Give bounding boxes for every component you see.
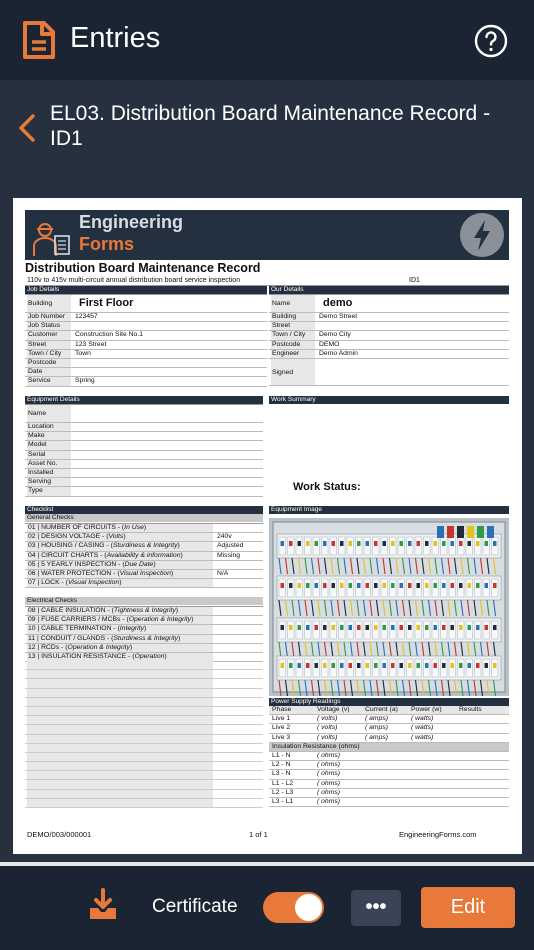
blank-row	[25, 661, 263, 670]
checklist-number: 13	[28, 652, 36, 660]
record-title: EL03. Distribution Board Maintenance Record - ID1	[50, 102, 491, 150]
equipment-details-grid	[25, 404, 263, 497]
separator: )	[178, 634, 181, 642]
checklist-hint: Visual Inspection	[119, 569, 171, 577]
separator: )	[129, 643, 133, 651]
our-row-label: Building	[271, 313, 315, 321]
our-row-value: DEMO	[319, 340, 340, 348]
electrical-checks-heading: Electrical Checks	[25, 597, 263, 605]
equipment-row-label: Installed	[27, 469, 71, 477]
checklist-hint: Operation & Integrity	[128, 616, 192, 624]
checklist-question	[27, 644, 213, 652]
checklist-number: 01	[28, 524, 36, 531]
separator: - (	[59, 643, 68, 651]
insulation-label: L2 - N	[272, 761, 291, 769]
edit-button[interactable]: Edit	[421, 887, 515, 928]
blank-cell	[27, 679, 213, 687]
separator: - (	[104, 542, 113, 550]
our-details-heading: Our Details	[269, 286, 509, 294]
document-id: ID1	[409, 277, 420, 284]
our-row-label: Postcode	[271, 341, 315, 349]
checklist-question	[27, 524, 213, 532]
separator: )	[143, 625, 147, 633]
our-row-label: Engineer	[271, 350, 315, 358]
job-building-value: First Floor	[79, 297, 134, 309]
insulation-heading: Insulation Resistance (ohms)	[272, 742, 360, 750]
checklist-hint: Operation & Integrity	[67, 643, 130, 651]
checklist-number: 05	[28, 560, 36, 568]
checklist-item-name: WATER PROTECTION	[41, 569, 112, 577]
job-row-label: Date	[27, 368, 71, 376]
separator: - (	[105, 607, 114, 614]
checklist-row	[25, 625, 263, 634]
blank-row	[25, 771, 263, 780]
toggle-knob	[295, 894, 322, 921]
blank-row	[25, 670, 263, 679]
checklist-row	[25, 635, 263, 644]
brand-engineering: Engineering	[79, 212, 184, 232]
checklist-answer: Adjusted	[217, 542, 244, 550]
col-phase: Phase	[272, 706, 292, 713]
blank-row	[25, 716, 263, 725]
power-watts: ( watts)	[411, 724, 434, 732]
col-voltage: Voltage (v)	[317, 706, 350, 713]
insulation-label: L2 - L3	[272, 788, 294, 796]
equipment-image-heading: Equipment Image	[269, 506, 509, 514]
job-row-value: Town	[75, 349, 91, 357]
brand-forms: Forms	[79, 234, 135, 254]
insulation-label: L3 - L1	[272, 797, 294, 805]
separator: - (	[126, 652, 135, 660]
separator: |	[35, 560, 42, 568]
power-volts: ( volts)	[317, 715, 338, 723]
checklist-blank-rows	[25, 661, 263, 808]
separator: |	[35, 634, 41, 642]
separator: |	[35, 652, 42, 660]
help-icon[interactable]	[474, 24, 508, 58]
document-preview[interactable]	[13, 198, 522, 854]
checklist-question	[27, 625, 213, 633]
checklist-heading: Checklist	[25, 506, 263, 514]
separator: |	[35, 524, 42, 531]
blank-cell	[27, 771, 213, 779]
power-supply-heading: Power Supply Readings	[269, 698, 509, 706]
checklist-number: 08	[28, 607, 36, 614]
checklist-hint: In Use	[124, 524, 144, 531]
signed-label: Signed	[271, 359, 315, 385]
blank-cell	[27, 790, 213, 798]
separator: )	[177, 542, 180, 550]
footer-reference: DEMO/003/000001	[27, 830, 92, 839]
checklist-item-name: INSULATION RESISTANCE	[41, 652, 127, 660]
checklist-item-name: HOUSING / CASING	[41, 542, 105, 550]
checklist-question	[27, 542, 213, 550]
checklist-question	[27, 579, 213, 587]
our-row-value: Demo City	[319, 331, 351, 339]
job-row-value: 123457	[75, 313, 98, 320]
insulation-value: ( ohms)	[317, 779, 341, 787]
certificate-toggle[interactable]	[263, 892, 324, 923]
power-row	[269, 715, 509, 724]
blank-row	[25, 780, 263, 789]
our-details-grid	[269, 294, 509, 386]
our-row-label: Town / City	[271, 331, 315, 339]
equipment-row-label: Name	[27, 405, 71, 422]
blank-cell	[27, 716, 213, 724]
checklist-question	[27, 561, 213, 569]
power-header-row	[269, 706, 509, 715]
checklist-row	[25, 524, 263, 533]
checklist-number: 06	[28, 569, 36, 577]
equipment-details-heading: Equipment Details	[25, 396, 263, 404]
separator: - (	[120, 616, 129, 624]
insulation-label: L3 - N	[272, 770, 291, 778]
blank-cell	[27, 661, 213, 669]
checklist-answer: N/A	[217, 569, 229, 577]
page-title: Entries	[70, 22, 161, 54]
download-icon[interactable]	[88, 888, 118, 922]
blank-cell	[27, 780, 213, 788]
checklist-number: 09	[28, 616, 36, 624]
checklist-row	[25, 552, 263, 561]
checklist-number: 02	[28, 533, 36, 541]
col-power: Power (w)	[411, 706, 442, 713]
checklist-item-name: NUMBER OF CIRCUITS	[41, 524, 116, 531]
checklist-item-name: CIRCUIT CHARTS	[41, 551, 99, 559]
power-row	[269, 724, 509, 733]
separator: |	[35, 533, 42, 541]
checklist-number: 07	[28, 579, 36, 587]
insulation-value: ( ohms)	[317, 751, 341, 759]
blank-row	[25, 679, 263, 688]
document-icon[interactable]	[20, 20, 58, 60]
separator: |	[35, 569, 42, 577]
checklist-number: 12	[28, 643, 36, 651]
checklist-question	[27, 570, 213, 578]
blank-cell	[27, 707, 213, 715]
separator: - (	[100, 533, 109, 541]
separator: |	[35, 551, 42, 559]
job-details-grid	[25, 294, 267, 387]
checklist-item-name: CONDUIT / GLANDS	[40, 634, 106, 642]
equipment-row-label: Model	[27, 441, 71, 449]
top-bar	[0, 0, 534, 80]
power-watts: ( watts)	[411, 733, 434, 741]
power-phase: Live 2	[272, 724, 291, 732]
insulation-label: L1 - N	[272, 751, 291, 759]
checklist-item-name: RCDs	[41, 643, 60, 651]
document-subtitle: 110v to 415v multi-circuit annual distribution board service inspection	[27, 277, 241, 284]
equipment-row-label: Serial	[27, 451, 71, 459]
blank-cell	[27, 762, 213, 770]
checklist-row	[25, 616, 263, 625]
insulation-value: ( ohms)	[317, 797, 341, 805]
job-row-label: Customer	[27, 331, 71, 339]
job-building-label: Building	[27, 295, 71, 312]
checklist-row	[25, 570, 263, 579]
job-row-value: 123 Street	[75, 340, 107, 348]
checklist-answer: 240v	[217, 533, 232, 541]
checklist-hint: Tightness & Integrity	[113, 607, 176, 614]
checklist-item-name: 5 YEARLY INSPECTION	[41, 560, 117, 568]
job-row-label: Service	[27, 377, 71, 385]
lightning-bolt-icon	[459, 212, 505, 258]
blank-row	[25, 689, 263, 698]
blank-row	[25, 753, 263, 762]
checklist-question	[27, 653, 213, 661]
separator: )	[180, 551, 183, 559]
checklist-hint: Visual Inspection	[67, 579, 120, 587]
power-amps: ( amps)	[365, 715, 389, 723]
separator: |	[35, 579, 42, 587]
power-phase: Live 1	[272, 715, 291, 723]
checklist-question	[27, 533, 213, 541]
checklist-item-name: LOCK	[41, 579, 60, 587]
blank-cell	[27, 744, 213, 752]
blank-cell	[27, 689, 213, 697]
checklist-question	[27, 616, 213, 624]
checklist-number: 04	[28, 551, 36, 559]
separator: - (	[116, 560, 125, 568]
blank-row	[25, 744, 263, 753]
blank-cell	[27, 799, 213, 807]
blank-row	[25, 698, 263, 707]
blank-row	[25, 735, 263, 744]
separator: - (	[115, 524, 125, 531]
col-results: Results	[459, 706, 482, 713]
separator: )	[170, 569, 174, 577]
distribution-board-photo	[269, 518, 509, 696]
power-amps: ( amps)	[365, 733, 389, 741]
blank-cell	[27, 725, 213, 733]
separator: )	[153, 560, 156, 568]
job-building-row	[25, 295, 267, 313]
power-phase: Live 3	[272, 733, 291, 741]
col-current: Current (a)	[365, 706, 398, 713]
job-row-label: Postcode	[27, 359, 71, 367]
power-supply-table	[269, 706, 509, 807]
checklist-item-name: CABLE TERMINATION	[41, 625, 112, 633]
separator: )	[164, 652, 167, 660]
footer-page: 1 of 1	[249, 830, 268, 839]
separator: )	[191, 616, 194, 624]
document-title: Distribution Board Maintenance Record	[25, 261, 261, 275]
checklist-question	[27, 607, 213, 615]
separator: )	[123, 533, 126, 541]
equipment-row-label: Make	[27, 432, 71, 440]
checklist-row	[25, 607, 263, 616]
blank-cell	[27, 670, 213, 678]
checklist-question	[27, 635, 213, 643]
checklist-hint: Integrity	[119, 625, 144, 633]
checklist-hint: Sturdiness & Integrity	[113, 634, 178, 642]
checklist-hint: Availability & information	[106, 551, 181, 559]
checklist-item-name: FUSE CARRIERS / MCBs	[41, 616, 121, 624]
checklist-hint: Sturdiness & Integrity	[112, 542, 178, 550]
checklist-number: 10	[28, 625, 36, 633]
checklist-row	[25, 561, 263, 570]
insulation-value: ( ohms)	[317, 788, 341, 796]
job-row-value: Spring	[75, 377, 95, 385]
separator: |	[35, 625, 42, 633]
checklist-number: 11	[28, 634, 36, 642]
our-name-label: Name	[271, 295, 315, 312]
power-row	[269, 734, 509, 743]
job-details-heading: Job Details	[25, 286, 267, 294]
checklist-row	[25, 644, 263, 653]
work-status-label: Work Status:	[293, 481, 361, 493]
our-row-value: Demo Admin	[319, 349, 358, 357]
equipment-row-label: Location	[27, 423, 71, 431]
checklist-hint: Operation	[134, 652, 165, 660]
our-name-value: demo	[323, 297, 353, 309]
separator: )	[175, 607, 179, 614]
separator: |	[35, 616, 42, 624]
separator: - (	[111, 625, 120, 633]
blank-cell	[27, 735, 213, 743]
checklist-question	[27, 552, 213, 560]
separator: )	[143, 524, 147, 531]
blank-row	[25, 762, 263, 771]
separator: - (	[111, 569, 120, 577]
more-options-button[interactable]: •••	[351, 890, 401, 926]
checklist-row	[25, 542, 263, 551]
footer-site: EngineeringForms.com	[399, 830, 477, 839]
checklist-number: 03	[28, 542, 36, 550]
separator: - (	[98, 551, 107, 559]
insulation-value: ( ohms)	[317, 770, 341, 778]
signed-row	[269, 359, 509, 386]
equipment-row-label: Asset No.	[27, 460, 71, 468]
blank-row	[25, 799, 263, 808]
engineer-logo-icon	[31, 218, 73, 258]
separator: )	[119, 579, 122, 587]
separator: - (	[59, 579, 68, 587]
separator: - (	[105, 634, 114, 642]
blank-cell	[27, 753, 213, 761]
general-checks-heading: General Checks	[25, 514, 263, 522]
work-summary-heading: Work Summary	[269, 396, 509, 404]
power-watts: ( watts)	[411, 715, 434, 723]
equipment-row-label: Serving	[27, 478, 71, 486]
separator: |	[35, 607, 42, 614]
job-row-label: Job Status	[27, 322, 71, 330]
certificate-label: Certificate	[152, 896, 238, 917]
electrical-checks-list	[25, 606, 263, 662]
checklist-hint: Due Date	[124, 560, 154, 568]
back-chevron-icon[interactable]	[16, 112, 38, 144]
job-row-label: Town / City	[27, 350, 71, 358]
job-row-value: Construction Site No.1	[75, 331, 144, 339]
job-row-label: Job Number	[27, 313, 71, 321]
insulation-label: L1 - L2	[272, 779, 294, 787]
our-name-row	[269, 295, 509, 313]
insulation-value: ( ohms)	[317, 761, 341, 769]
checklist-hint: Volts	[108, 533, 124, 541]
blank-cell	[27, 698, 213, 706]
separator: |	[35, 542, 42, 550]
checklist-row	[25, 533, 263, 542]
power-volts: ( volts)	[317, 733, 338, 741]
blank-row	[25, 707, 263, 716]
separator: |	[35, 643, 42, 651]
our-row-label: Street	[271, 322, 315, 330]
checklist-row	[25, 579, 263, 588]
blank-row	[25, 725, 263, 734]
power-amps: ( amps)	[365, 724, 389, 732]
checklist-answer: Missing	[217, 551, 241, 559]
job-row-label: Street	[27, 341, 71, 349]
blank-row	[25, 790, 263, 799]
our-row-value: Demo Street	[319, 313, 358, 320]
checklist-item-name: CABLE INSULATION	[41, 607, 106, 614]
equipment-row-label: Type	[27, 487, 71, 495]
general-checks-list	[25, 523, 263, 588]
insulation-heading-row	[269, 743, 509, 752]
checklist-item-name: DESIGN VOLTAGE	[41, 533, 101, 541]
power-volts: ( volts)	[317, 724, 338, 732]
